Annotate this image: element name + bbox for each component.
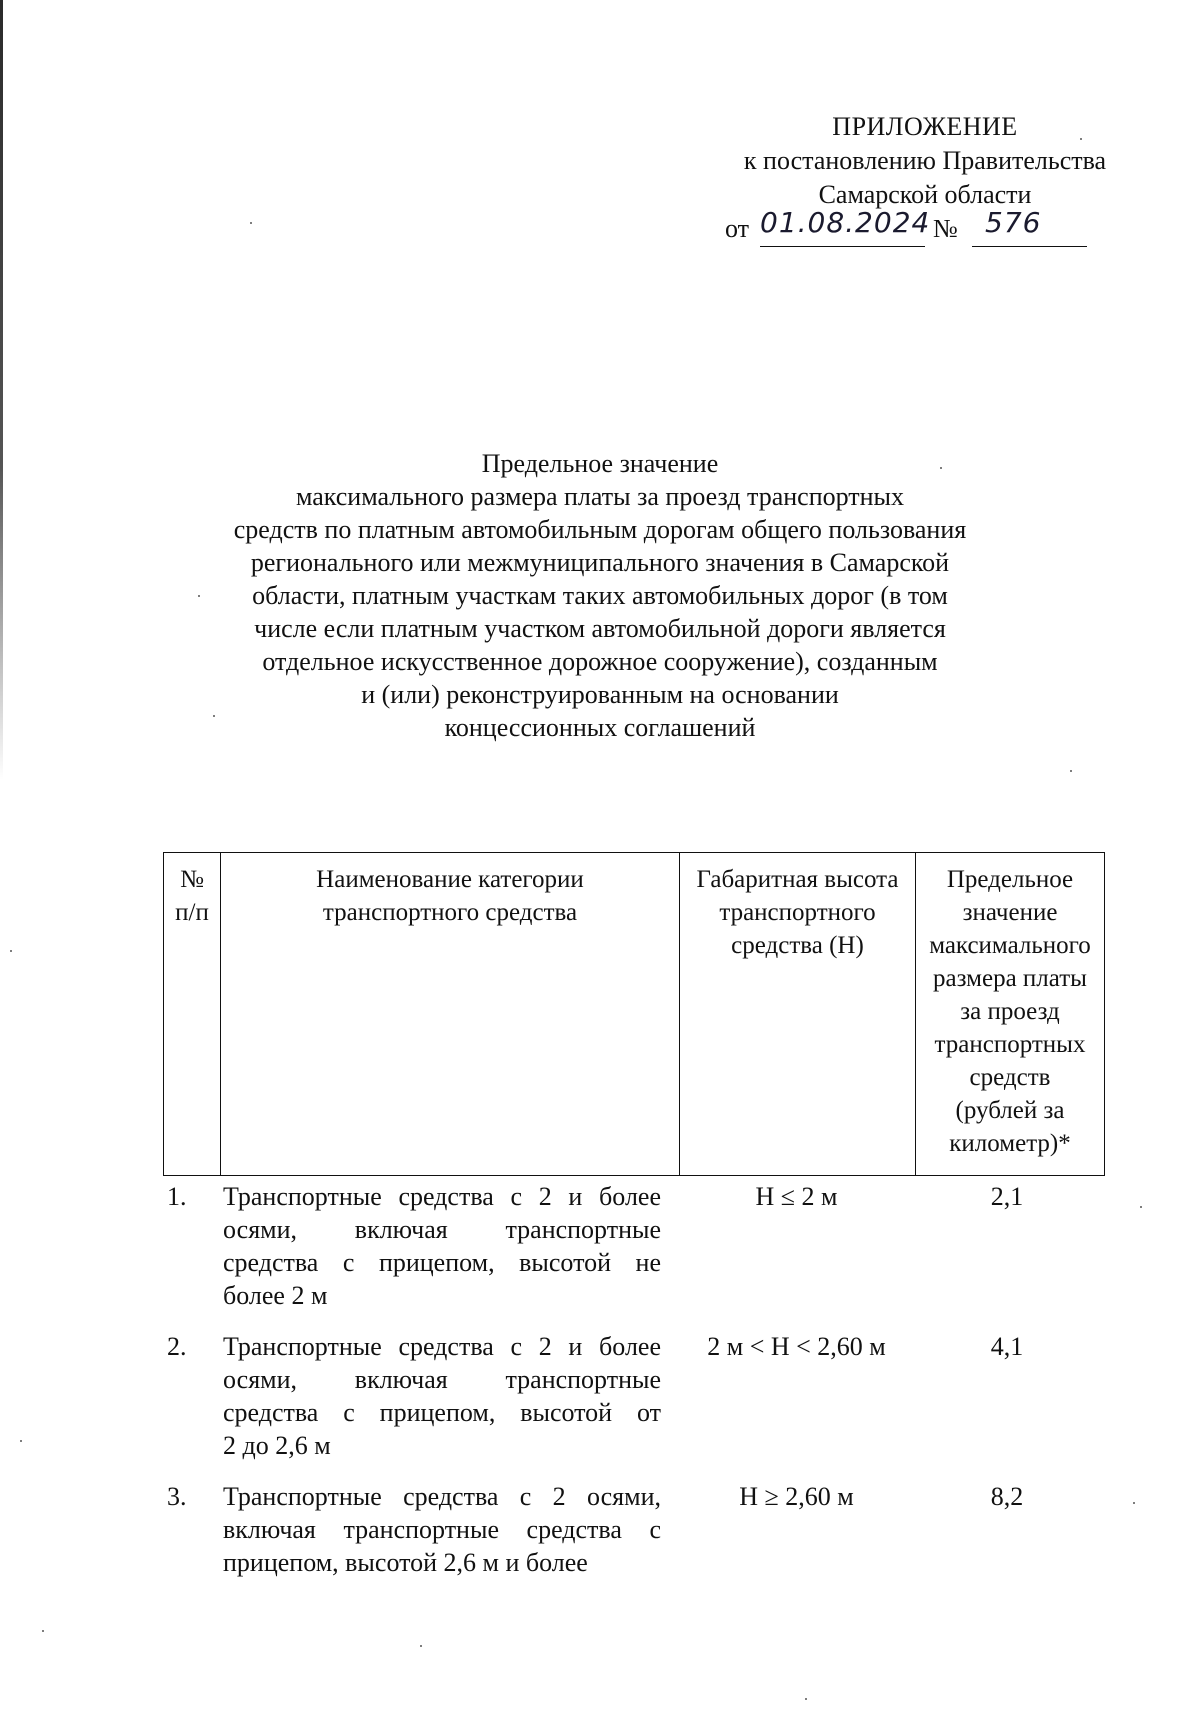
header-limit-line: средств <box>969 1064 1051 1091</box>
header-num-line: п/п <box>175 899 209 926</box>
row-height: Н ≤ 2 м <box>755 1182 838 1211</box>
appendix-region-line: Самарской области <box>818 180 1032 209</box>
header-category <box>221 853 680 1176</box>
header-category-line: Наименование категории <box>316 866 584 893</box>
row-category-line: Транспортные средства с 2 и более <box>223 1182 661 1211</box>
scan-speck <box>1070 770 1072 772</box>
header-height-line: транспортного <box>719 899 876 926</box>
appendix-block <box>700 110 1150 252</box>
title-line: Предельное значение <box>481 449 719 478</box>
row-value: 4,1 <box>990 1332 1024 1361</box>
row-category-line: Транспортные средства с 2 осями, <box>223 1482 661 1511</box>
row-value: 8,2 <box>990 1482 1024 1511</box>
header-height-line: средства (Н) <box>731 932 864 959</box>
header-category-line: транспортного средства <box>322 899 578 926</box>
table-header-row <box>164 853 1105 1176</box>
row-number: 2. <box>167 1332 187 1361</box>
header-limit-line: Предельное <box>946 866 1074 893</box>
table-row <box>163 1180 1103 1320</box>
scan-speck <box>250 222 252 224</box>
scan-edge-shadow <box>0 0 3 780</box>
scan-speck <box>10 950 12 952</box>
row-value: 2,1 <box>990 1182 1024 1211</box>
scan-speck <box>420 1645 422 1647</box>
appendix-heading: ПРИЛОЖЕНИЕ <box>832 112 1018 141</box>
title-line: числе если платным участком автомобильной дороги является <box>254 614 946 643</box>
header-limit <box>916 853 1105 1176</box>
number-underline <box>972 246 1087 247</box>
row-number: 3. <box>167 1482 187 1511</box>
row-category-line: осями, включая транспортные <box>223 1215 661 1244</box>
date-underline <box>760 246 925 247</box>
scan-speck <box>198 595 200 597</box>
scan-speck <box>1080 138 1082 140</box>
row-category-line: осями, включая транспортные <box>223 1365 661 1394</box>
title-line: и (или) реконструированным на основании <box>361 680 839 709</box>
title-line: области, платным участкам таких автомобильных дорог (в том <box>252 581 948 610</box>
row-category-line: средства с прицепом, высотой от <box>223 1398 661 1427</box>
title-line: регионального или межмуниципального значения в Самарской <box>250 548 950 577</box>
appendix-resolution-line: к постановлению Правительства <box>743 146 1107 175</box>
row-category-line: Транспортные средства с 2 и более <box>223 1332 661 1361</box>
title-line: максимального размера платы за проезд транспортных <box>295 482 905 511</box>
row-number: 1. <box>167 1182 187 1211</box>
header-limit-line: значение <box>962 899 1058 926</box>
header-limit-line: размера платы <box>933 965 1087 992</box>
header-limit-line: за проезд <box>960 998 1060 1025</box>
row-category-line: более 2 м <box>223 1281 328 1310</box>
scan-speck <box>1140 1206 1142 1208</box>
scan-speck <box>213 715 215 717</box>
table-row <box>163 1480 1103 1620</box>
row-category-line: 2 до 2,6 м <box>223 1431 331 1460</box>
scan-speck <box>1133 1502 1135 1504</box>
scan-speck <box>20 1440 22 1442</box>
header-height-line: Габаритная высота <box>696 866 899 893</box>
scan-speck <box>805 1698 807 1700</box>
table-row <box>163 1330 1103 1470</box>
document-title <box>150 447 1050 744</box>
title-line: концессионных соглашений <box>444 713 756 742</box>
row-height: 2 м < Н < 2,60 м <box>707 1332 886 1361</box>
handwritten-number: 576 <box>985 206 1042 239</box>
title-line: отдельное искусственное дорожное сооружение), созданным <box>262 647 938 676</box>
header-limit-line: километр)* <box>949 1130 1071 1157</box>
row-category-line: прицепом, высотой 2,6 м и более <box>223 1548 588 1577</box>
scan-speck <box>42 1630 44 1632</box>
date-prefix: от <box>725 214 750 243</box>
scan-speck <box>940 467 942 469</box>
header-limit-line: максимального <box>929 932 1091 959</box>
header-num-line: № <box>180 866 204 893</box>
header-height <box>680 853 916 1176</box>
tariff-table-header <box>163 852 1105 1176</box>
row-category-line: средства с прицепом, высотой не <box>223 1248 661 1277</box>
title-line: средств по платным автомобильным дорогам общего пользования <box>233 515 967 544</box>
row-category <box>223 1330 661 1462</box>
row-category-line: включая транспортные средства с <box>223 1515 661 1544</box>
header-num <box>164 853 221 1176</box>
header-limit-line: транспортных <box>934 1031 1086 1058</box>
resolution-date-number <box>700 206 1150 252</box>
row-height: Н ≥ 2,60 м <box>739 1482 854 1511</box>
row-category <box>223 1480 661 1579</box>
number-sign: № <box>933 214 958 243</box>
header-limit-line: (рублей за <box>955 1097 1065 1124</box>
row-category <box>223 1180 661 1312</box>
handwritten-date: 01.08.2024 <box>760 206 931 239</box>
